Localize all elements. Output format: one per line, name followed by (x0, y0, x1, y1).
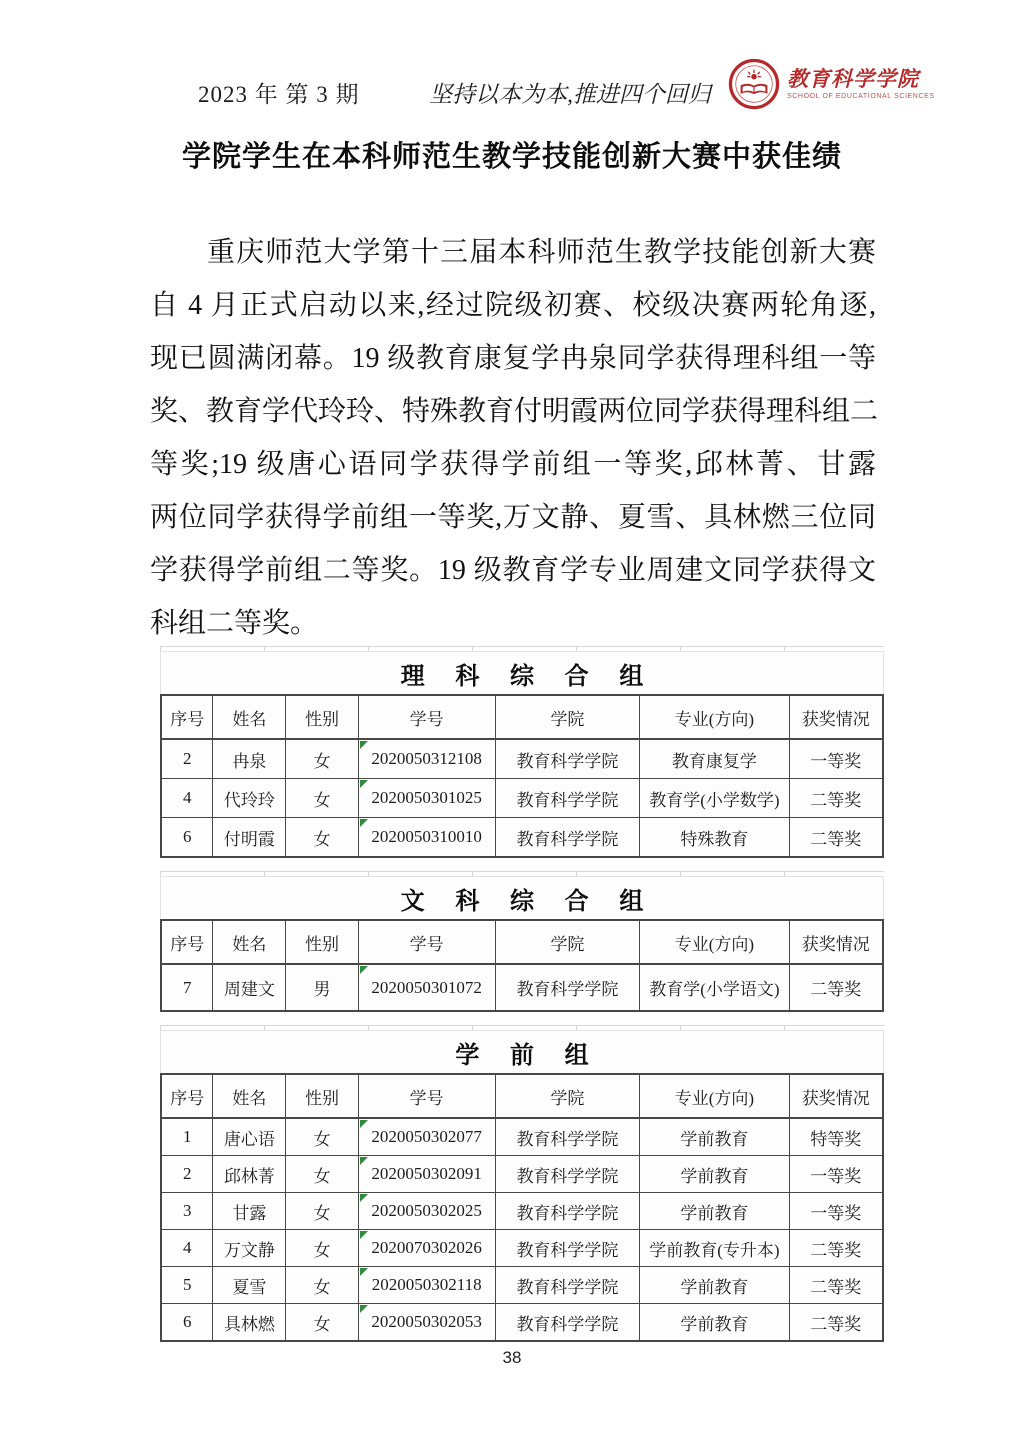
table-cell: 女 (286, 1304, 358, 1342)
table-cell: 女 (286, 1193, 358, 1230)
table-cell: 女 (286, 1118, 358, 1156)
table-row (161, 818, 883, 858)
table-cell: 教育科学学院 (495, 739, 639, 779)
college-logo-text (787, 68, 935, 100)
table-row (161, 1304, 883, 1342)
table-cell: 女 (286, 818, 358, 858)
table-cell: 2020050302091 (358, 1156, 495, 1193)
table-cell: 2 (161, 1156, 213, 1193)
college-seal-icon (728, 58, 780, 110)
article-line: 两位同学获得学前组一等奖,万文静、夏雪、具林燃三位同 (150, 502, 876, 533)
table-cell: 二等奖 (789, 818, 883, 858)
table-row (161, 1267, 883, 1304)
college-name-cn: 教育科学学院 (787, 66, 919, 91)
table-cell: 教育科学学院 (495, 1304, 639, 1342)
table-cell: 4 (161, 1230, 213, 1267)
table-header-row (161, 1074, 883, 1118)
table-cell: 2020070302026 (358, 1230, 495, 1267)
header-cell: 序号 (161, 695, 213, 739)
college-logo (728, 58, 935, 110)
table-cell: 2020050310010 (358, 818, 495, 858)
table-cell: 教育学(小学语文) (640, 964, 789, 1011)
table-cell: 教育科学学院 (495, 1156, 639, 1193)
table-row (161, 1230, 883, 1267)
table-cell: 代玲玲 (213, 779, 286, 818)
award-table-liberal-arts-group (160, 871, 884, 1012)
header-cell: 姓名 (213, 1074, 286, 1118)
table-cell: 二等奖 (789, 1267, 883, 1304)
header-cell: 获奖情况 (789, 920, 883, 964)
table-cell: 冉泉 (213, 739, 286, 779)
table-cell: 教育科学学院 (495, 1267, 639, 1304)
table-cell: 女 (286, 739, 358, 779)
award-table-science-group (160, 646, 884, 858)
article-body (150, 226, 879, 650)
table-row (161, 1193, 883, 1230)
table-cell: 邱林菁 (213, 1156, 286, 1193)
header-cell: 姓名 (213, 695, 286, 739)
table-cell: 周建文 (213, 964, 286, 1011)
table-cell: 二等奖 (789, 779, 883, 818)
header-cell: 性别 (286, 920, 358, 964)
award-table-preschool-group (160, 1025, 884, 1342)
table-cell: 2 (161, 739, 213, 779)
table-cell: 学前教育 (640, 1267, 789, 1304)
table-cell: 特等奖 (789, 1118, 883, 1156)
header-cell: 学院 (495, 920, 639, 964)
header-cell: 学院 (495, 1074, 639, 1118)
table-header-row (161, 920, 883, 964)
table-cell: 学前教育(专升本) (640, 1230, 789, 1267)
table-cell: 2020050302118 (358, 1267, 495, 1304)
table-cell: 教育科学学院 (495, 1230, 639, 1267)
college-name-en: SCHOOL OF EDUCATIONAL SCIENCES (787, 92, 935, 100)
table-cell: 教育科学学院 (495, 779, 639, 818)
header-cell: 性别 (286, 695, 358, 739)
table-row (161, 1118, 883, 1156)
table-cell: 6 (161, 1304, 213, 1342)
table-cell: 2020050312108 (358, 739, 495, 779)
table-caption: 理 科 综 合 组 (160, 651, 884, 694)
table-cell: 女 (286, 779, 358, 818)
table-science-group (160, 694, 884, 858)
table-cell: 付明霞 (213, 818, 286, 858)
table-row (161, 739, 883, 779)
table-cell: 教育学(小学数学) (640, 779, 789, 818)
table-cell: 具林燃 (213, 1304, 286, 1342)
table-cell: 一等奖 (789, 1156, 883, 1193)
header-cell: 序号 (161, 1074, 213, 1118)
article-line: 现已圆满闭幕。19 级教育康复学冉泉同学获得理科组一等 (150, 343, 876, 374)
header-cell: 姓名 (213, 920, 286, 964)
header-cell: 学号 (358, 920, 495, 964)
article-line: 学获得学前组二等奖。19 级教育学专业周建文同学获得文 (150, 555, 876, 586)
table-cell: 4 (161, 779, 213, 818)
article-title: 学院学生在本科师范生教学技能创新大赛中获佳绩 (181, 141, 842, 173)
table-cell: 3 (161, 1193, 213, 1230)
table-cell: 学前教育 (640, 1304, 789, 1342)
tables-section (160, 646, 884, 1355)
table-cell: 教育科学学院 (495, 964, 639, 1011)
table-cell: 5 (161, 1267, 213, 1304)
table-cell: 二等奖 (789, 1230, 883, 1267)
table-cell: 教育科学学院 (495, 1193, 639, 1230)
table-cell: 学前教育 (640, 1156, 789, 1193)
table-cell: 2020050301025 (358, 779, 495, 818)
table-cell: 一等奖 (789, 739, 883, 779)
header-slogan: 坚持以本为本,推进四个回归 (429, 82, 711, 107)
table-cell: 7 (161, 964, 213, 1011)
table-caption: 文 科 综 合 组 (160, 876, 884, 919)
table-header-row (161, 695, 883, 739)
table-cell: 教育康复学 (640, 739, 789, 779)
table-cell: 二等奖 (789, 964, 883, 1011)
article-line: 奖、教育学代玲玲、特殊教育付明霞两位同学获得理科组二 (150, 396, 879, 427)
header-cell: 专业(方向) (640, 1074, 789, 1118)
header-cell: 专业(方向) (640, 920, 789, 964)
header-cell: 学号 (358, 1074, 495, 1118)
table-cell: 1 (161, 1118, 213, 1156)
table-cell: 唐心语 (213, 1118, 286, 1156)
table-liberal-arts-group (160, 919, 884, 1012)
table-cell: 2020050302077 (358, 1118, 495, 1156)
table-cell: 教育科学学院 (495, 1118, 639, 1156)
table-cell: 夏雪 (213, 1267, 286, 1304)
article-line: 重庆师范大学第十三届本科师范生教学技能创新大赛 (207, 237, 876, 268)
table-cell: 女 (286, 1267, 358, 1304)
header-cell: 性别 (286, 1074, 358, 1118)
table-preschool-group (160, 1073, 884, 1342)
table-cell: 二等奖 (789, 1304, 883, 1342)
table-cell: 6 (161, 818, 213, 858)
table-row (161, 1156, 883, 1193)
header-cell: 序号 (161, 920, 213, 964)
table-caption: 学 前 组 (160, 1030, 884, 1073)
table-cell: 学前教育 (640, 1118, 789, 1156)
header-cell: 学号 (358, 695, 495, 739)
table-cell: 学前教育 (640, 1193, 789, 1230)
article-line: 等奖;19 级唐心语同学获得学前组一等奖,邱林菁、甘露 (150, 449, 876, 480)
table-cell: 男 (286, 964, 358, 1011)
header-cell: 获奖情况 (789, 695, 883, 739)
table-cell: 万文静 (213, 1230, 286, 1267)
header-cell: 获奖情况 (789, 1074, 883, 1118)
page-number: 38 (502, 1348, 522, 1367)
article-line: 科组二等奖。 (150, 608, 319, 639)
table-cell: 一等奖 (789, 1193, 883, 1230)
table-cell: 女 (286, 1156, 358, 1193)
table-cell: 2020050302025 (358, 1193, 495, 1230)
table-cell: 2020050302053 (358, 1304, 495, 1342)
issue-label: 2023 年 第 3 期 (198, 82, 360, 107)
header-cell: 专业(方向) (640, 695, 789, 739)
table-cell: 2020050301072 (358, 964, 495, 1011)
header-cell: 学院 (495, 695, 639, 739)
table-cell: 教育科学学院 (495, 818, 639, 858)
table-row (161, 964, 883, 1011)
table-cell: 女 (286, 1230, 358, 1267)
table-row (161, 779, 883, 818)
table-cell: 甘露 (213, 1193, 286, 1230)
article-line: 自 4 月正式启动以来,经过院级初赛、校级决赛两轮角逐, (150, 290, 876, 321)
table-cell: 特殊教育 (640, 818, 789, 858)
